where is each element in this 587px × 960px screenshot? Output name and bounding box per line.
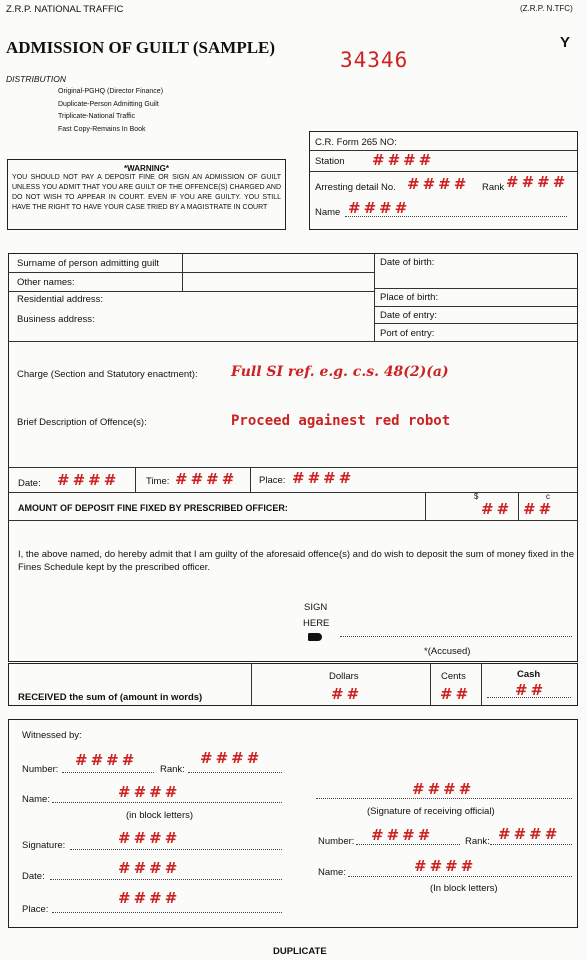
station-label: Station — [315, 156, 345, 167]
here-label: HERE — [303, 618, 330, 629]
dotted-line — [188, 772, 282, 773]
divider — [425, 492, 426, 520]
dotted-line — [50, 879, 282, 880]
warning-text: YOU SHOULD NOT PAY A DEPOSIT FINE OR SIGN AN ADMISSION OF GUILT UNLESS YOU ADMIT THAT YOU ARE GUILT OF THE OFFENCE(S) CHARGED AND DO NOT WISH TO APPEAR IN COURT. EVEN IF YOU ARE GUILTY. YOU STILL HAVE THE RIGHT TO HAVE YOUR CASE TRIED BY A MAGISTRATE IN COURT — [12, 174, 281, 211]
distribution-item: Original-PGHQ (Director Finance) — [58, 88, 164, 95]
divider — [374, 323, 578, 324]
official-rank-label: Rank: — [465, 836, 490, 847]
witness-date-value[interactable]: #### — [118, 859, 181, 877]
station-value[interactable]: #### — [372, 151, 435, 169]
witness-rank-label: Rank: — [160, 764, 185, 775]
admission-text: I, the above named, do hereby admit that I am guilty of the aforesaid offence(s) and do wish to deposit the sum of money fixed in the Fines Schedule kept by the prescribed officer. — [18, 549, 574, 573]
distribution-list — [58, 86, 163, 136]
dotted-line — [490, 844, 572, 845]
divider — [374, 306, 578, 307]
place-label: Place: — [259, 475, 286, 486]
dollars-label: Dollars — [329, 671, 359, 682]
official-name-value[interactable]: #### — [414, 857, 477, 875]
officer-name-value[interactable]: #### — [348, 199, 411, 217]
witness-place-value[interactable]: #### — [118, 889, 181, 907]
divider — [8, 272, 374, 273]
surname-label: Surname of person admitting guilt — [17, 258, 160, 269]
accused-signature-line[interactable] — [340, 636, 572, 637]
warning-box — [7, 159, 286, 230]
divider — [250, 467, 251, 492]
divider — [374, 253, 375, 341]
cr-form-number: C.R. Form 265 NO: — [315, 137, 397, 148]
form-title: ADMISSION OF GUILT (SAMPLE) — [6, 38, 276, 57]
agency-name: Z.R.P. NATIONAL TRAFFIC — [6, 4, 124, 15]
divider — [8, 341, 578, 342]
divider — [135, 467, 136, 492]
fine-dollars-value[interactable]: ## — [481, 500, 513, 518]
witness-signature-value[interactable]: #### — [118, 829, 181, 847]
rank-value[interactable]: #### — [506, 173, 569, 191]
dollar-sign: $ — [474, 492, 479, 501]
dotted-line — [348, 876, 572, 877]
business-label: Business address: — [17, 314, 95, 325]
copy-letter: Y — [560, 34, 571, 51]
received-cents-value[interactable]: ## — [440, 685, 472, 703]
dotted-line — [52, 912, 282, 913]
official-rank-value[interactable]: #### — [498, 825, 561, 843]
divider — [8, 291, 374, 292]
dotted-line — [345, 216, 567, 217]
cents-label: Cents — [441, 671, 466, 682]
divider — [8, 467, 578, 468]
divider — [8, 492, 578, 493]
warning-title: *WARNING* — [124, 164, 169, 173]
time-label: Time: — [146, 476, 170, 487]
divider — [481, 663, 482, 706]
copy-type: DUPLICATE — [273, 946, 327, 957]
date-label: Date: — [18, 478, 41, 489]
divider — [309, 150, 578, 151]
witness-title: Witnessed by: — [22, 730, 82, 741]
official-signature-label: (Signature of receiving official) — [367, 806, 495, 817]
accused-label: *(Accused) — [424, 646, 471, 657]
distribution-item: Fast Copy-Remains In Book — [58, 125, 146, 133]
fine-cents-value[interactable]: ## — [523, 500, 555, 518]
official-number-value[interactable]: #### — [371, 826, 434, 844]
description-label: Brief Description of Offence(s): — [17, 417, 147, 428]
divider — [374, 288, 578, 289]
cash-label: Cash — [517, 669, 541, 680]
dotted-line — [52, 802, 282, 803]
dob-label: Date of birth: — [380, 257, 435, 268]
cent-sign: c — [546, 492, 550, 501]
fine-label: AMOUNT OF DEPOSIT FINE FIXED BY PRESCRIBED OFFICER: — [18, 503, 288, 513]
official-signature-value[interactable]: #### — [412, 780, 475, 798]
witness-rank-value[interactable]: #### — [200, 749, 263, 767]
description-value[interactable]: Proceed againest red robot — [231, 413, 451, 429]
divider — [8, 520, 578, 521]
dotted-line — [356, 844, 460, 845]
witness-number-value[interactable]: #### — [75, 751, 138, 769]
distribution-item: Duplicate-Person Admitting Guilt — [58, 100, 159, 108]
divider — [309, 171, 578, 172]
official-name-label: Name: — [318, 867, 346, 878]
place-value[interactable]: #### — [292, 469, 355, 487]
official-block-letters: (In block letters) — [430, 883, 498, 894]
witness-place-label: Place: — [22, 904, 49, 915]
witness-block-letters: (in block letters) — [126, 810, 194, 821]
divider — [430, 663, 431, 706]
pointing-hand-icon — [308, 633, 322, 641]
witness-number-label: Number: — [22, 764, 59, 775]
poe-label: Port of entry: — [380, 328, 435, 339]
witness-date-label: Date: — [22, 871, 45, 882]
dotted-line — [487, 697, 571, 698]
dotted-line — [62, 772, 154, 773]
agency-code: (Z.R.P. N.TFC) — [520, 4, 573, 13]
received-label: RECEIVED the sum of (amount in words) — [18, 692, 203, 703]
other-names-label: Other names: — [17, 277, 75, 288]
doe-label: Date of entry: — [380, 310, 438, 321]
witness-signature-label: Signature: — [22, 840, 66, 851]
date-value[interactable]: #### — [57, 471, 120, 489]
received-dollars-value[interactable]: ## — [331, 685, 363, 703]
divider — [251, 663, 252, 706]
official-number-label: Number: — [318, 836, 355, 847]
distribution-label: DISTRIBUTION — [6, 74, 66, 84]
cash-value[interactable]: ## — [515, 681, 547, 699]
time-value[interactable]: #### — [175, 470, 238, 488]
charge-label: Charge (Section and Statutory enactment): — [17, 369, 198, 380]
dotted-line — [70, 849, 282, 850]
residential-label: Residential address: — [17, 294, 104, 305]
official-signature-line[interactable] — [316, 798, 572, 799]
rank-label: Rank — [482, 182, 505, 193]
sign-label: SIGN — [304, 602, 328, 613]
serial-number: 34346 — [340, 48, 409, 72]
witness-name-label: Name: — [22, 794, 50, 805]
arresting-label: Arresting detail No. — [315, 182, 396, 193]
pob-label: Place of birth: — [380, 292, 439, 303]
witness-name-value[interactable]: #### — [118, 783, 181, 801]
distribution-item: Triplicate-National Traffic — [58, 113, 136, 120]
charge-value[interactable]: Full SI ref. e.g. c.s. 48(2)(a) — [231, 364, 449, 380]
arresting-value[interactable]: #### — [407, 175, 470, 193]
divider — [518, 492, 519, 520]
officer-name-label: Name — [315, 207, 341, 218]
